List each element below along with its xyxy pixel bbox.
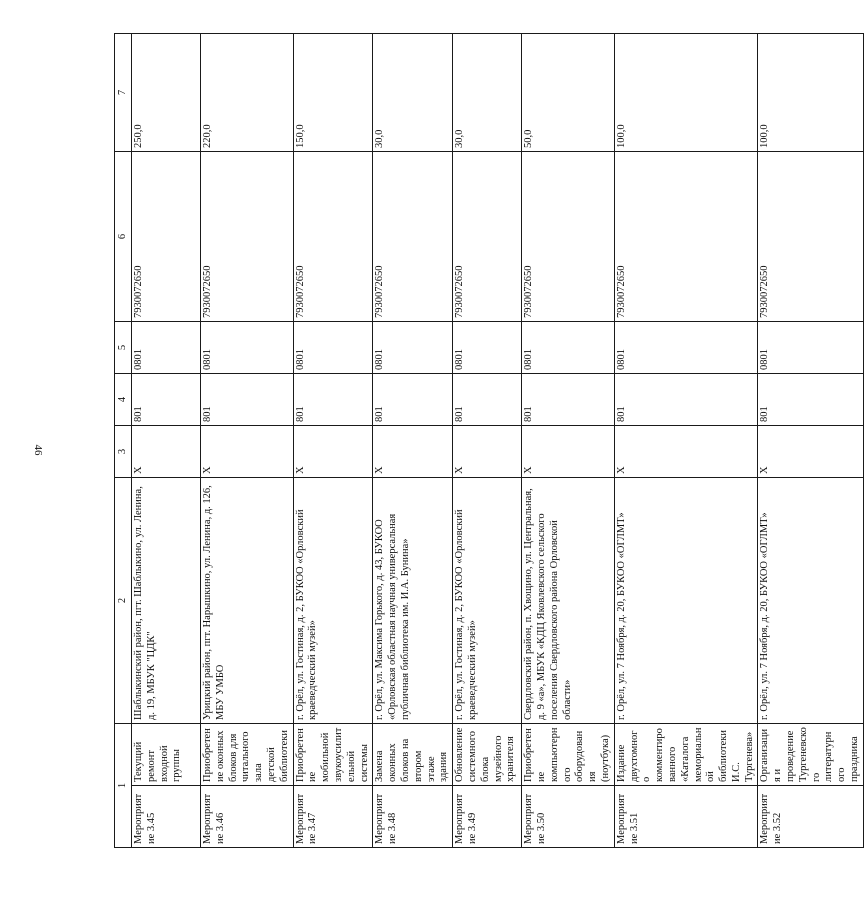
col5-cell: 0801 xyxy=(132,322,201,374)
col4-cell: 801 xyxy=(758,374,863,426)
col3-cell: X xyxy=(453,426,522,478)
event-name-cell: Приобретение компьютерного оборудования (ноутбука) xyxy=(522,724,615,786)
header-cell-7: 7 xyxy=(115,34,132,152)
rotated-table-wrapper xyxy=(114,34,861,848)
col5-cell: 0801 xyxy=(201,322,294,374)
event-cell: Мероприятие 3.48 xyxy=(373,786,453,848)
col6-cell: 7930072650 xyxy=(373,152,453,322)
event-name-cell: Обновление системного блока музейного хранителя xyxy=(453,724,522,786)
col3-cell: X xyxy=(614,426,758,478)
header-row xyxy=(115,34,132,848)
header-cell-2: 2 xyxy=(115,478,132,724)
event-name-cell: Замена оконных блоков на втором этаже здания xyxy=(373,724,453,786)
table-row xyxy=(522,34,615,848)
event-name-cell: Приобретение мобильной звукоусилительной системы xyxy=(293,724,373,786)
table-row xyxy=(201,34,294,848)
col5-cell: 0801 xyxy=(453,322,522,374)
col4-cell: 801 xyxy=(293,374,373,426)
address-cell: г. Орёл, ул. Гостиная, д. 2, БУКОО «Орловский краеведческий музей» xyxy=(453,478,522,724)
event-cell: Мероприятие 3.49 xyxy=(453,786,522,848)
table-row xyxy=(453,34,522,848)
col5-cell: 0801 xyxy=(614,322,758,374)
col6-cell: 7930072650 xyxy=(614,152,758,322)
col5-cell: 0801 xyxy=(293,322,373,374)
address-cell: г. Орёл, ул. Максима Горького, д. 43, БУКОО «Орловская областная научная универсальная публичная библиотека им. И.А. Бунина» xyxy=(373,478,453,724)
event-cell: Мероприятие 3.45 xyxy=(132,786,201,848)
address-cell: г. Орёл, ул. 7 Ноября, д. 20, БУКОО «ОГЛМТ» xyxy=(758,478,863,724)
table-row xyxy=(758,34,863,848)
table-row xyxy=(373,34,453,848)
col3-cell: X xyxy=(522,426,615,478)
col6-cell: 7930072650 xyxy=(453,152,522,322)
col5-cell: 0801 xyxy=(373,322,453,374)
header-cell-4: 4 xyxy=(115,374,132,426)
col4-cell: 801 xyxy=(373,374,453,426)
event-name-cell: Текущий ремонт входной группы xyxy=(132,724,201,786)
col3-cell: X xyxy=(293,426,373,478)
col3-cell: X xyxy=(373,426,453,478)
table-row xyxy=(132,34,201,848)
header-cell-5: 5 xyxy=(115,322,132,374)
col4-cell: 801 xyxy=(453,374,522,426)
header-cell-3: 3 xyxy=(115,426,132,478)
amount-cell: 50,0 xyxy=(522,34,615,152)
col5-cell: 0801 xyxy=(758,322,863,374)
event-cell: Мероприятие 3.51 xyxy=(614,786,758,848)
col6-cell: 7930072650 xyxy=(522,152,615,322)
address-cell: г. Орёл, ул. 7 Ноября, д. 20, БУКОО «ОГЛМТ» xyxy=(614,478,758,724)
budget-table xyxy=(114,33,864,848)
page-number: 46 xyxy=(32,444,44,456)
col4-cell: 801 xyxy=(522,374,615,426)
col4-cell: 801 xyxy=(201,374,294,426)
address-cell: Урицкий район, пгт. Нарышкино, ул. Ленина, д. 126, МБУ УМБО xyxy=(201,478,294,724)
event-cell: Мероприятие 3.46 xyxy=(201,786,294,848)
col3-cell: X xyxy=(758,426,863,478)
address-cell: Шаблыкинский район, пгт. Шаблыкино, ул. Ленина, д. 19, МБУК "ЦДК" xyxy=(132,478,201,724)
event-name-cell: Издание двухтомного комментированного «Каталога мемориальной библиотеки И.С. Тургенева» xyxy=(614,724,758,786)
col6-cell: 7930072650 xyxy=(132,152,201,322)
event-cell: Мероприятие 3.52 xyxy=(758,786,863,848)
address-cell: Свердловский район, п. Хвощино, ул. Центральная, д. 9 «а», МБУК «КДЦ Яковлевского сельского поселения Свердловского района Орловской области» xyxy=(522,478,615,724)
header-cell-6: 6 xyxy=(115,152,132,322)
col6-cell: 7930072650 xyxy=(293,152,373,322)
table-row xyxy=(293,34,373,848)
address-cell: г. Орёл, ул. Гостиная, д. 2, БУКОО «Орловский краеведческий музей» xyxy=(293,478,373,724)
col3-cell: X xyxy=(132,426,201,478)
amount-cell: 150,0 xyxy=(293,34,373,152)
event-cell: Мероприятие 3.47 xyxy=(293,786,373,848)
col3-cell: X xyxy=(201,426,294,478)
header-cell-1: 1 xyxy=(115,724,132,848)
col6-cell: 7930072650 xyxy=(201,152,294,322)
event-name-cell: Приобретение оконных блоков для читального зала детской библиотеки xyxy=(201,724,294,786)
col4-cell: 801 xyxy=(614,374,758,426)
event-cell: Мероприятие 3.50 xyxy=(522,786,615,848)
col4-cell: 801 xyxy=(132,374,201,426)
amount-cell: 100,0 xyxy=(758,34,863,152)
col5-cell: 0801 xyxy=(522,322,615,374)
event-name-cell: Организация и проведение Тургеневского литературного праздника xyxy=(758,724,863,786)
amount-cell: 100,0 xyxy=(614,34,758,152)
amount-cell: 220,0 xyxy=(201,34,294,152)
amount-cell: 250,0 xyxy=(132,34,201,152)
amount-cell: 30,0 xyxy=(453,34,522,152)
amount-cell: 30,0 xyxy=(373,34,453,152)
table-row xyxy=(614,34,758,848)
col6-cell: 7930072650 xyxy=(758,152,863,322)
